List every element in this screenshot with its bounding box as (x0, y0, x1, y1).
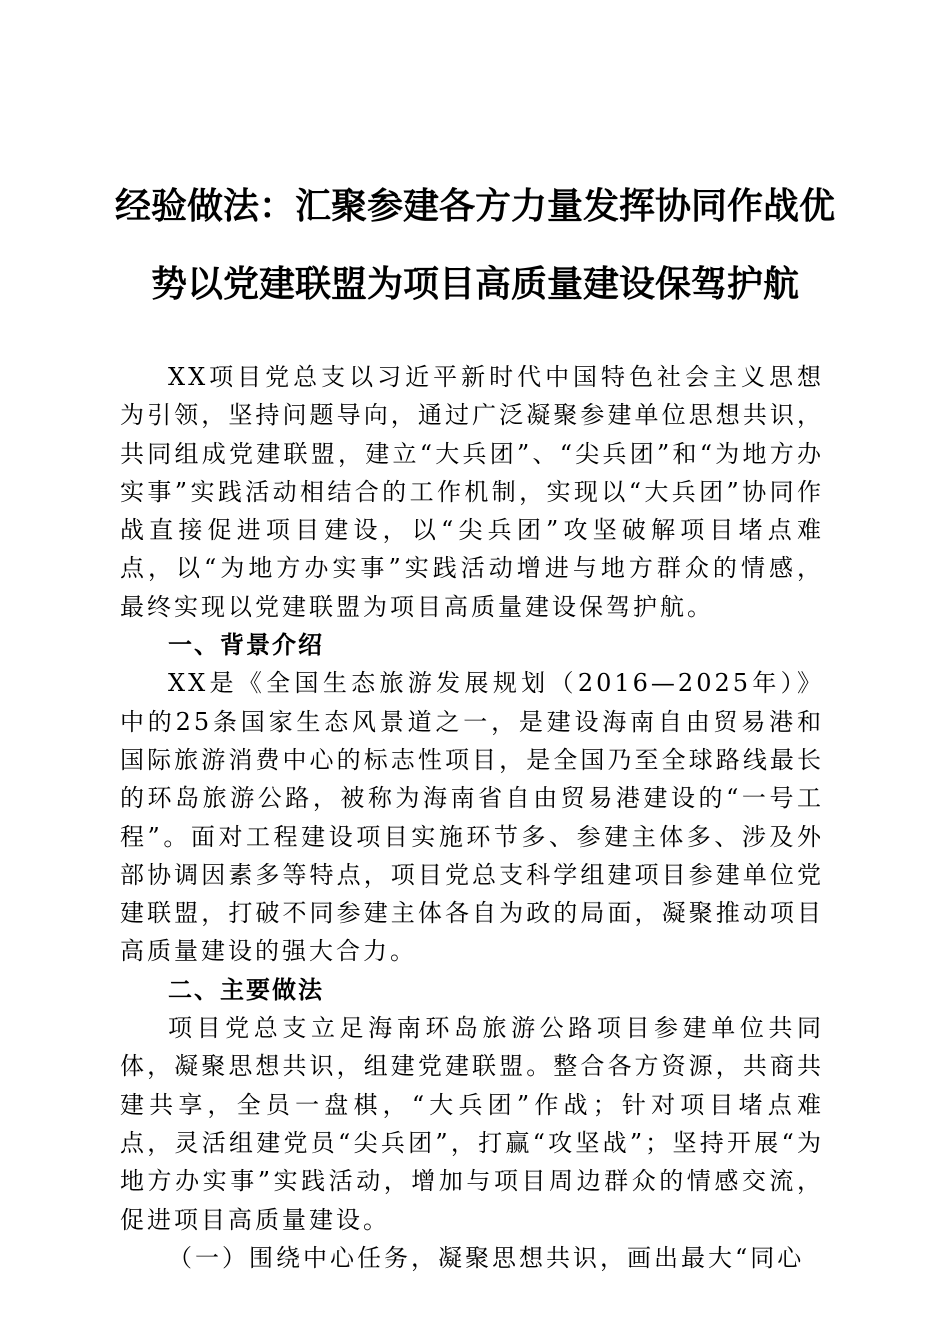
main-practices-paragraph: 项目党总支立足海南环岛旅游公路项目参建单位共同体，凝聚思想共识，组建党建联盟。整合各方资源，共商共建共享，全员一盘棋，“大兵团”作战；针对项目堵点难点，灵活组建党员“尖兵团”，打赢“攻坚战”；坚持开展“为地方办实事”实践活动，增加与项目周边群众的情感交流，促进项目高质量建设。 (120, 1014, 824, 1234)
section-heading-main-practices: 二、主要做法 (168, 975, 324, 1004)
title-line-2: 势以党建联盟为项目高质量建设保驾护航 (150, 264, 799, 305)
background-paragraph: XX是《全国生态旅游发展规划（2016—2025年）》中的25条国家生态风景道之一，是建设海南自由贸易港和国际旅游消费中心的标志性项目，是全国乃至全球路线最长的环岛旅游公路，被称为海南省自由贸易港建设的“一号工程”。面对工程建设项目实施环节多、参建主体多、涉及外部协调因素多等特点，项目党总支科学组建项目参建单位党建联盟，打破不同参建主体各自为政的局面，凝聚推动项目高质量建设的强大合力。 (120, 669, 824, 966)
title-line-1: 经验做法：汇聚参建各方力量发挥协同作战优 (114, 186, 835, 227)
document-body (120, 358, 824, 1277)
intro-paragraph: XX项目党总支以习近平新时代中国特色社会主义思想为引领，坚持问题导向，通过广泛凝聚参建单位思想共识，共同组成党建联盟，建立“大兵团”、“尖兵团”和“为地方办实事”实践活动相结合的工作机制，实现以“大兵团”协同作战直接促进项目建设，以“尖兵团”攻坚破解项目堵点难点，以“为地方办实事”实践活动增进与地方群众的情感，最终实现以党建联盟为项目高质量建设保驾护航。 (120, 363, 824, 621)
document-title (110, 168, 840, 324)
section-heading-background: 一、背景介绍 (168, 631, 324, 660)
subsection-heading-1: （一）围绕中心任务，凝聚思想共识，画出最大“同心 (168, 1243, 805, 1272)
